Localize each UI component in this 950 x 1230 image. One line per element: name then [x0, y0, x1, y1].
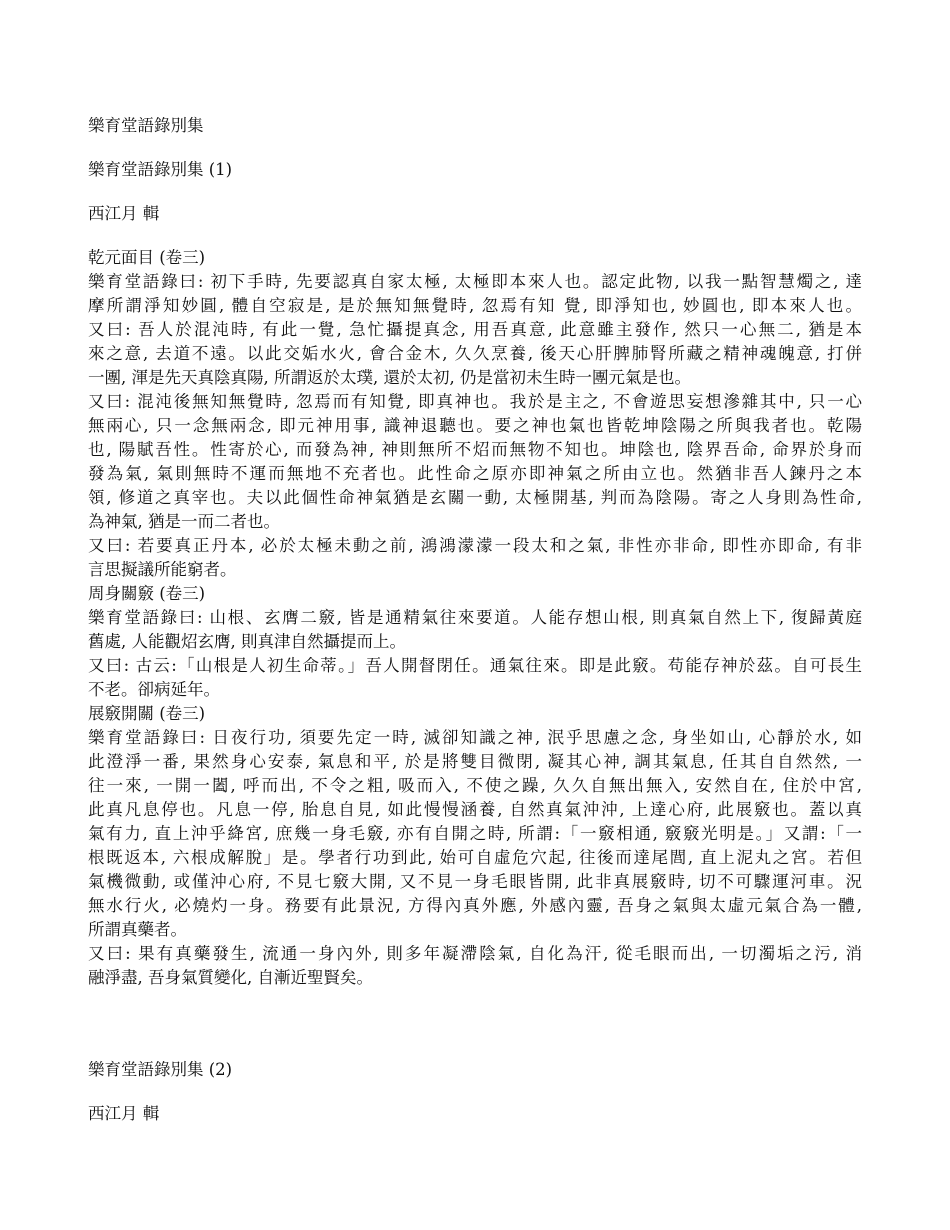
paragraph-line: 摩所謂淨知妙圓, 體自空寂是, 是於無知無覺時, 忽焉有知 覺, 即淨知也, 妙圓也, 即本來人也。: [88, 296, 862, 315]
paragraph-line: 舊處, 人能觀炤玄膺, 則真津自然攝提而上。: [88, 632, 406, 651]
paragraph-line: 無水行火, 必燒灼一身。務要有此景況, 方得內真外應, 外感內靈, 吾身之氣與太虛元氣合為一體,: [88, 896, 862, 915]
paragraph-line: 又曰: 混沌後無知無覺時, 忽焉而有知覺, 即真神也。我於是主之, 不會遊思妄想滲雜其中, 只一心: [88, 392, 862, 411]
paragraph-line: 又曰: 若要真正丹本, 必於太極未動之前, 鴻鴻濛濛一段太和之氣, 非性亦非命, 即性亦即命, 有非: [88, 536, 862, 555]
paragraph-line: 此真凡息停也。凡息一停, 胎息自見, 如此慢慢涵養, 自然真氣沖沖, 上達心府, 此展竅也。蓋以真: [88, 800, 862, 819]
paragraph-line: 氣有力, 直上沖乎絳宮, 庶幾一身毛竅, 亦有自開之時, 所謂:「一竅相通, 竅竅光明是。」又謂:「一: [88, 824, 862, 843]
paragraph-line: 樂育堂語錄曰: 山根、玄膺二竅, 皆是通精氣往來要道。人能存想山根, 則真氣自然上下, 復歸黃庭: [88, 608, 862, 627]
editor-credit: 西江月 輯: [88, 204, 160, 223]
paragraph-line: 往一來, 一開一闔, 呼而出, 不令之粗, 吸而入, 不使之躁, 久久自無出無入, 安然自在, 住於中宮,: [88, 776, 862, 795]
paragraph-line: 無兩心, 只一念無兩念, 即元神用事, 識神退聽也。要之神也氣也皆乾坤陰陽之所與我者也。乾陽: [88, 416, 862, 435]
section-heading-qianyuan: 乾元面目 (卷三): [88, 248, 206, 267]
editor-credit-2: 西江月 輯: [88, 1104, 160, 1123]
paragraph-line: 又曰: 果有真藥發生, 流通一身內外, 則多年凝滯陰氣, 自化為汗, 從毛眼而出, 一切濁垢之污, 消: [88, 944, 862, 963]
paragraph-line: 又曰: 古云:「山根是人初生命蒂。」吾人開督閉任。通氣往來。即是此竅。苟能存神於茲。自可長生: [88, 656, 862, 675]
paragraph-line: 根既返本, 六根成解脫」是。學者行功到此, 始可自虛危穴起, 往後而達尾閭, 直上泥丸之宮。若但: [88, 848, 862, 867]
paragraph-line: 領, 修道之真宰也。夫以此個性命神氣猶是玄關一動, 太極開基, 判而為陰陽。寄之人身則為性命,: [88, 488, 862, 507]
paragraph-line: 此澄淨一番, 果然身心安泰, 氣息和平, 於是將雙目微閉, 凝其心神, 調其氣息, 任其自自然然, 一: [88, 752, 862, 771]
paragraph-line: 發為氣, 氣則無時不運而無地不充者也。此性命之原亦即神氣之所由立也。然猶非吾人鍊丹之本: [88, 464, 862, 483]
paragraph-line: 所謂真藥者。: [88, 920, 187, 939]
section-heading-zhoushen: 周身關竅 (卷三): [88, 584, 206, 603]
part-heading-1: 樂育堂語錄別集 (1): [88, 160, 233, 179]
document-title: 樂育堂語錄別集: [88, 116, 204, 135]
paragraph-line: 一團, 渾是先天真陰真陽, 所謂返於太璞, 還於太初, 仍是當初未生時一團元氣是也。: [88, 368, 691, 387]
part-heading-2: 樂育堂語錄別集 (2): [88, 1060, 233, 1079]
paragraph-line: 樂育堂語錄曰: 初下手時, 先要認真自家太極, 太極即本來人也。認定此物, 以我一點智慧燭之, 達: [88, 272, 862, 291]
paragraph-line: 氣機微動, 或僅沖心府, 不見七竅大開, 又不見一身毛眼皆開, 此非真展竅時, 切不可驟運河車。況: [88, 872, 862, 891]
section-heading-zhanqiao: 展竅開關 (卷三): [88, 704, 206, 723]
paragraph-line: 為神氣, 猶是一而二者也。: [88, 512, 280, 531]
paragraph-line: 也, 陽賦吾性。性寄於心, 而發為神, 神則無所不炤而無物不知也。坤陰也, 陰界吾命, 命界於身而: [88, 440, 862, 459]
paragraph-line: 來之意, 去道不遠。以此交姤水火, 會合金木, 久久烹養, 後天心肝脾肺腎所藏之精神魂魄意, 打併: [88, 344, 862, 363]
paragraph-line: 樂育堂語錄曰: 日夜行功, 須要先定一時, 滅卻知識之神, 泯乎思慮之念, 身坐如山, 心靜於水, 如: [88, 728, 862, 747]
paragraph-line: 不老。卻病延年。: [88, 680, 220, 699]
paragraph-line: 言思擬議所能窮者。: [88, 560, 237, 579]
paragraph-line: 又曰: 吾人於混沌時, 有此一覺, 急忙攝提真念, 用吾真意, 此意雖主發作, 然只一心無二, 猶是本: [88, 320, 862, 339]
paragraph-line: 融淨盡, 吾身氣質變化, 自漸近聖賢矣。: [88, 968, 373, 987]
